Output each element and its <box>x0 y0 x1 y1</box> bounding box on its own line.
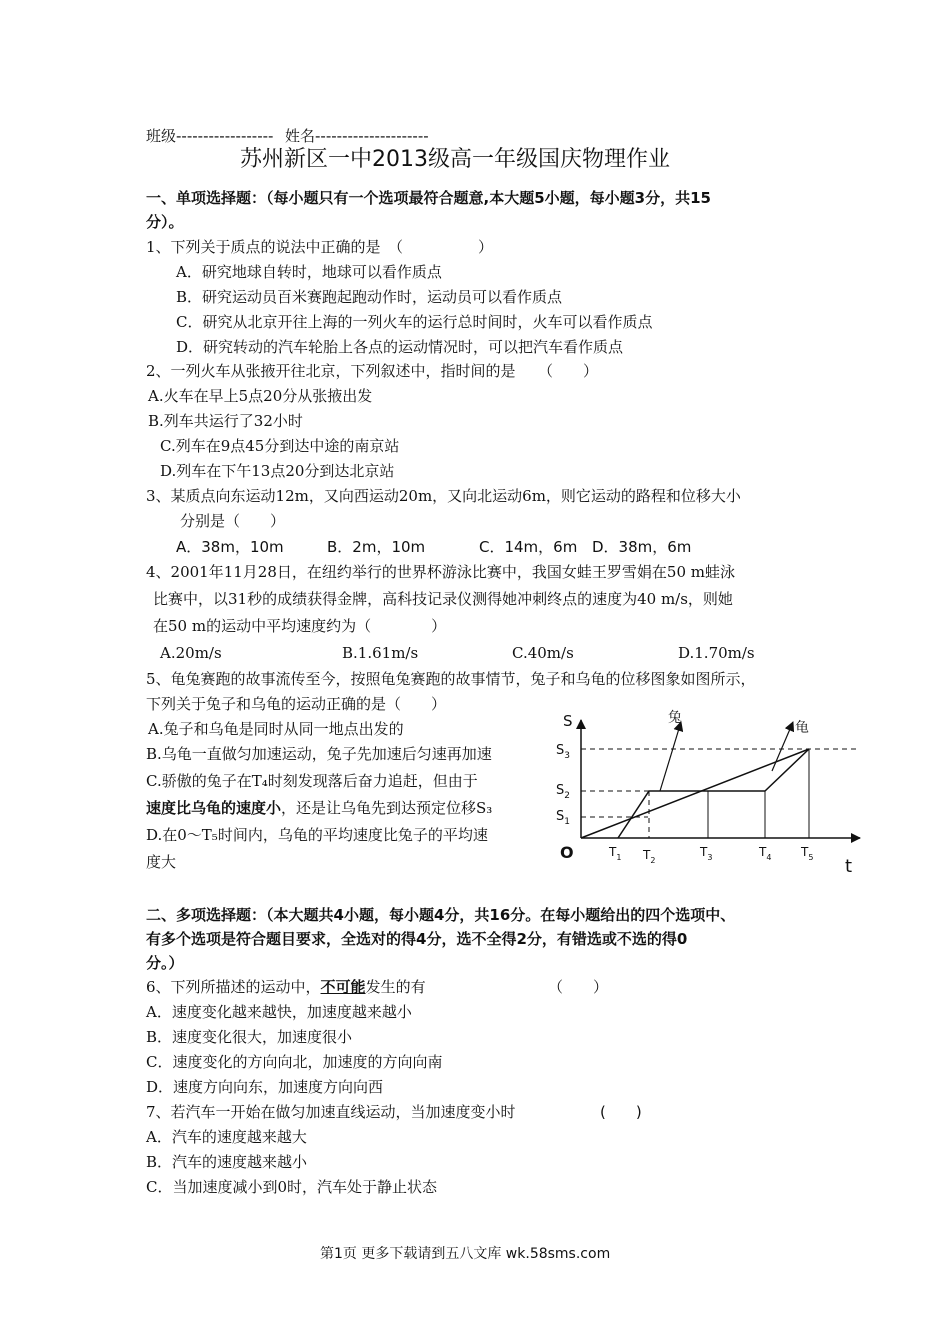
q4-option-a: A.20m/s <box>160 644 222 662</box>
section1-heading: 一、单项选择题：（每小题只有一个选项最符合题意,本大题5小题，每小题3分，共15 <box>146 189 711 207</box>
q4-option-d: D.1.70m/s <box>678 644 755 662</box>
q5-option-c-cont <box>146 798 492 818</box>
q5-option-c-emphasis: 速度比乌龟的速度小 <box>146 799 282 817</box>
page-title: 苏州新区一中2013级高一年级国庆物理作业 <box>240 147 670 172</box>
t5-label: $T_5$ <box>801 845 814 862</box>
q1-option-c: C．研究从北京开往上海的一列火车的运行总时间时，火车可以看作质点 <box>176 313 653 331</box>
rabbit-pointer <box>660 722 681 791</box>
q7-option-c: C．当加速度减小到0时，汽车处于静止状态 <box>146 1178 438 1196</box>
rabbit-line <box>618 749 809 838</box>
q2-option-d: D.列车在下午13点20分到达北京站 <box>160 462 395 480</box>
q3-stem: 3、某质点向东运动12m，又向西运动20m，又向北运动6m，则它运动的路程和位移大小 <box>146 487 741 505</box>
q6-option-d: D．速度方向向东，加速度方向向西 <box>146 1078 384 1096</box>
section2-heading-cont2: 分。） <box>146 954 184 972</box>
q6-stem-post: 发生的有 <box>365 978 426 996</box>
s1-label: $S_1$ <box>556 809 570 827</box>
q6-stem <box>146 977 426 997</box>
q5-stem: 5、龟兔赛跑的故事流传至今，按照龟兔赛跑的故事情节，兔子和乌龟的位移图象如图所示， <box>146 670 756 688</box>
q1-option-a: A．研究地球自转时，地球可以看作质点 <box>176 263 442 281</box>
section1-heading-cont: 分）。 <box>146 213 184 231</box>
q6-stem-pre: 6、下列所描述的运动中， <box>146 978 321 996</box>
x-axis-label: t <box>845 856 853 877</box>
q5-option-c: C.骄傲的兔子在T₄时刻发现落后奋力追赶，但由于 <box>146 772 478 790</box>
page-footer: 第1页 更多下载请到五八文库 wk.58sms.com <box>320 1246 611 1262</box>
q4-option-b: B.1.61m/s <box>342 644 419 662</box>
q6-stem-key: 不可能 <box>320 978 366 996</box>
t4-label: $T_4$ <box>759 845 772 862</box>
q5-option-d-cont: 度大 <box>146 853 177 871</box>
q2-option-a: A.火车在早上5点20分从张掖出发 <box>148 387 373 405</box>
q2-option-c: C.列车在9点45分到达中途的南京站 <box>160 437 400 455</box>
q4-stem-cont2: 在50 m的运动中平均速度约为（ ） <box>153 617 447 635</box>
q5-stem-cont: 下列关于兔子和乌龟的运动正确的是（ ） <box>146 695 447 713</box>
origin-label: O <box>560 843 574 862</box>
q1-option-d: D．研究转动的汽车轮胎上各点的运动情况时，可以把汽车看作质点 <box>176 338 624 356</box>
t3-label: $T_3$ <box>700 845 713 862</box>
t1-label: $T_1$ <box>609 845 622 862</box>
section2-heading-cont1: 有多个选项是符合题目要求，全选对的得4分，选不全得2分，有错选或不选的得0 <box>146 930 688 948</box>
rabbit-label: 兔 <box>668 710 682 726</box>
q5-option-b: B.乌龟一直做匀加速运动，兔子先加速后匀速再加速 <box>146 745 492 763</box>
q5-option-a: A.兔子和乌龟是同时从同一地点出发的 <box>148 720 404 738</box>
q4-stem: 4、2001年11月28日，在纽约举行的世界杯游泳比赛中，我国女蛙王罗雪娟在50 m蛙泳 <box>146 563 735 581</box>
q6-option-a: A．速度变化越来越快，加速度越来越小 <box>146 1003 412 1021</box>
q3-option-d: D．38m，6m <box>592 538 692 556</box>
q5-option-d: D.在0～T₅时间内，乌龟的平均速度比兔子的平均速 <box>146 826 488 844</box>
q5-option-c-rest: ，还是让乌龟先到达预定位移S₃ <box>281 799 493 817</box>
s3-label: $S_3$ <box>556 743 570 761</box>
q6-answer-blank: （ ） <box>548 978 609 996</box>
q1-option-b: B．研究运动员百米赛跑起跑动作时，运动员可以看作质点 <box>176 288 563 306</box>
q3-option-a: A．38m，10m <box>176 538 284 556</box>
q7-answer-blank: ( ) <box>600 1103 642 1121</box>
q7-option-b: B．汽车的速度越来越小 <box>146 1153 308 1171</box>
q1-stem: 1、下列关于质点的说法中正确的是 （ ） <box>146 238 494 256</box>
q2-stem: 2、一列火车从张掖开往北京，下列叙述中，指时间的是 （ ） <box>146 362 599 380</box>
q4-option-c: C.40m/s <box>512 644 574 662</box>
q3-option-b: B．2m，10m <box>327 538 426 556</box>
q4-stem-cont1: 比赛中，以31秒的成绩获得金牌，高科技记录仪测得她冲刺终点的速度为40 m/s，则她 <box>153 590 733 608</box>
class-label: 班级------------------ <box>146 127 274 145</box>
position-time-graph <box>548 700 868 880</box>
name-label: 姓名--------------------- <box>285 127 429 145</box>
turtle-line <box>581 749 809 838</box>
q2-option-b: B.列车共运行了32小时 <box>148 412 303 430</box>
q7-option-a: A．汽车的速度越来越大 <box>146 1128 307 1146</box>
turtle-pointer <box>772 722 793 771</box>
y-axis-label: S <box>563 712 573 730</box>
q6-option-c: C．速度变化的方向向北，加速度的方向向南 <box>146 1053 443 1071</box>
q3-option-c: C．14m，6m <box>479 538 578 556</box>
q6-option-b: B．速度变化很大，加速度很小 <box>146 1028 353 1046</box>
turtle-label: 龟 <box>795 720 809 736</box>
t2-label: $T_2$ <box>643 848 656 865</box>
q7-stem: 7、若汽车一开始在做匀加速直线运动，当加速度变小时 <box>146 1103 516 1121</box>
s2-label: $S_2$ <box>556 783 570 801</box>
section2-heading: 二、多项选择题：（本大题共4小题，每小题4分，共16分。在每小题给出的四个选项中、 <box>146 906 736 924</box>
q3-stem-cont: 分别是（ ） <box>180 512 286 530</box>
